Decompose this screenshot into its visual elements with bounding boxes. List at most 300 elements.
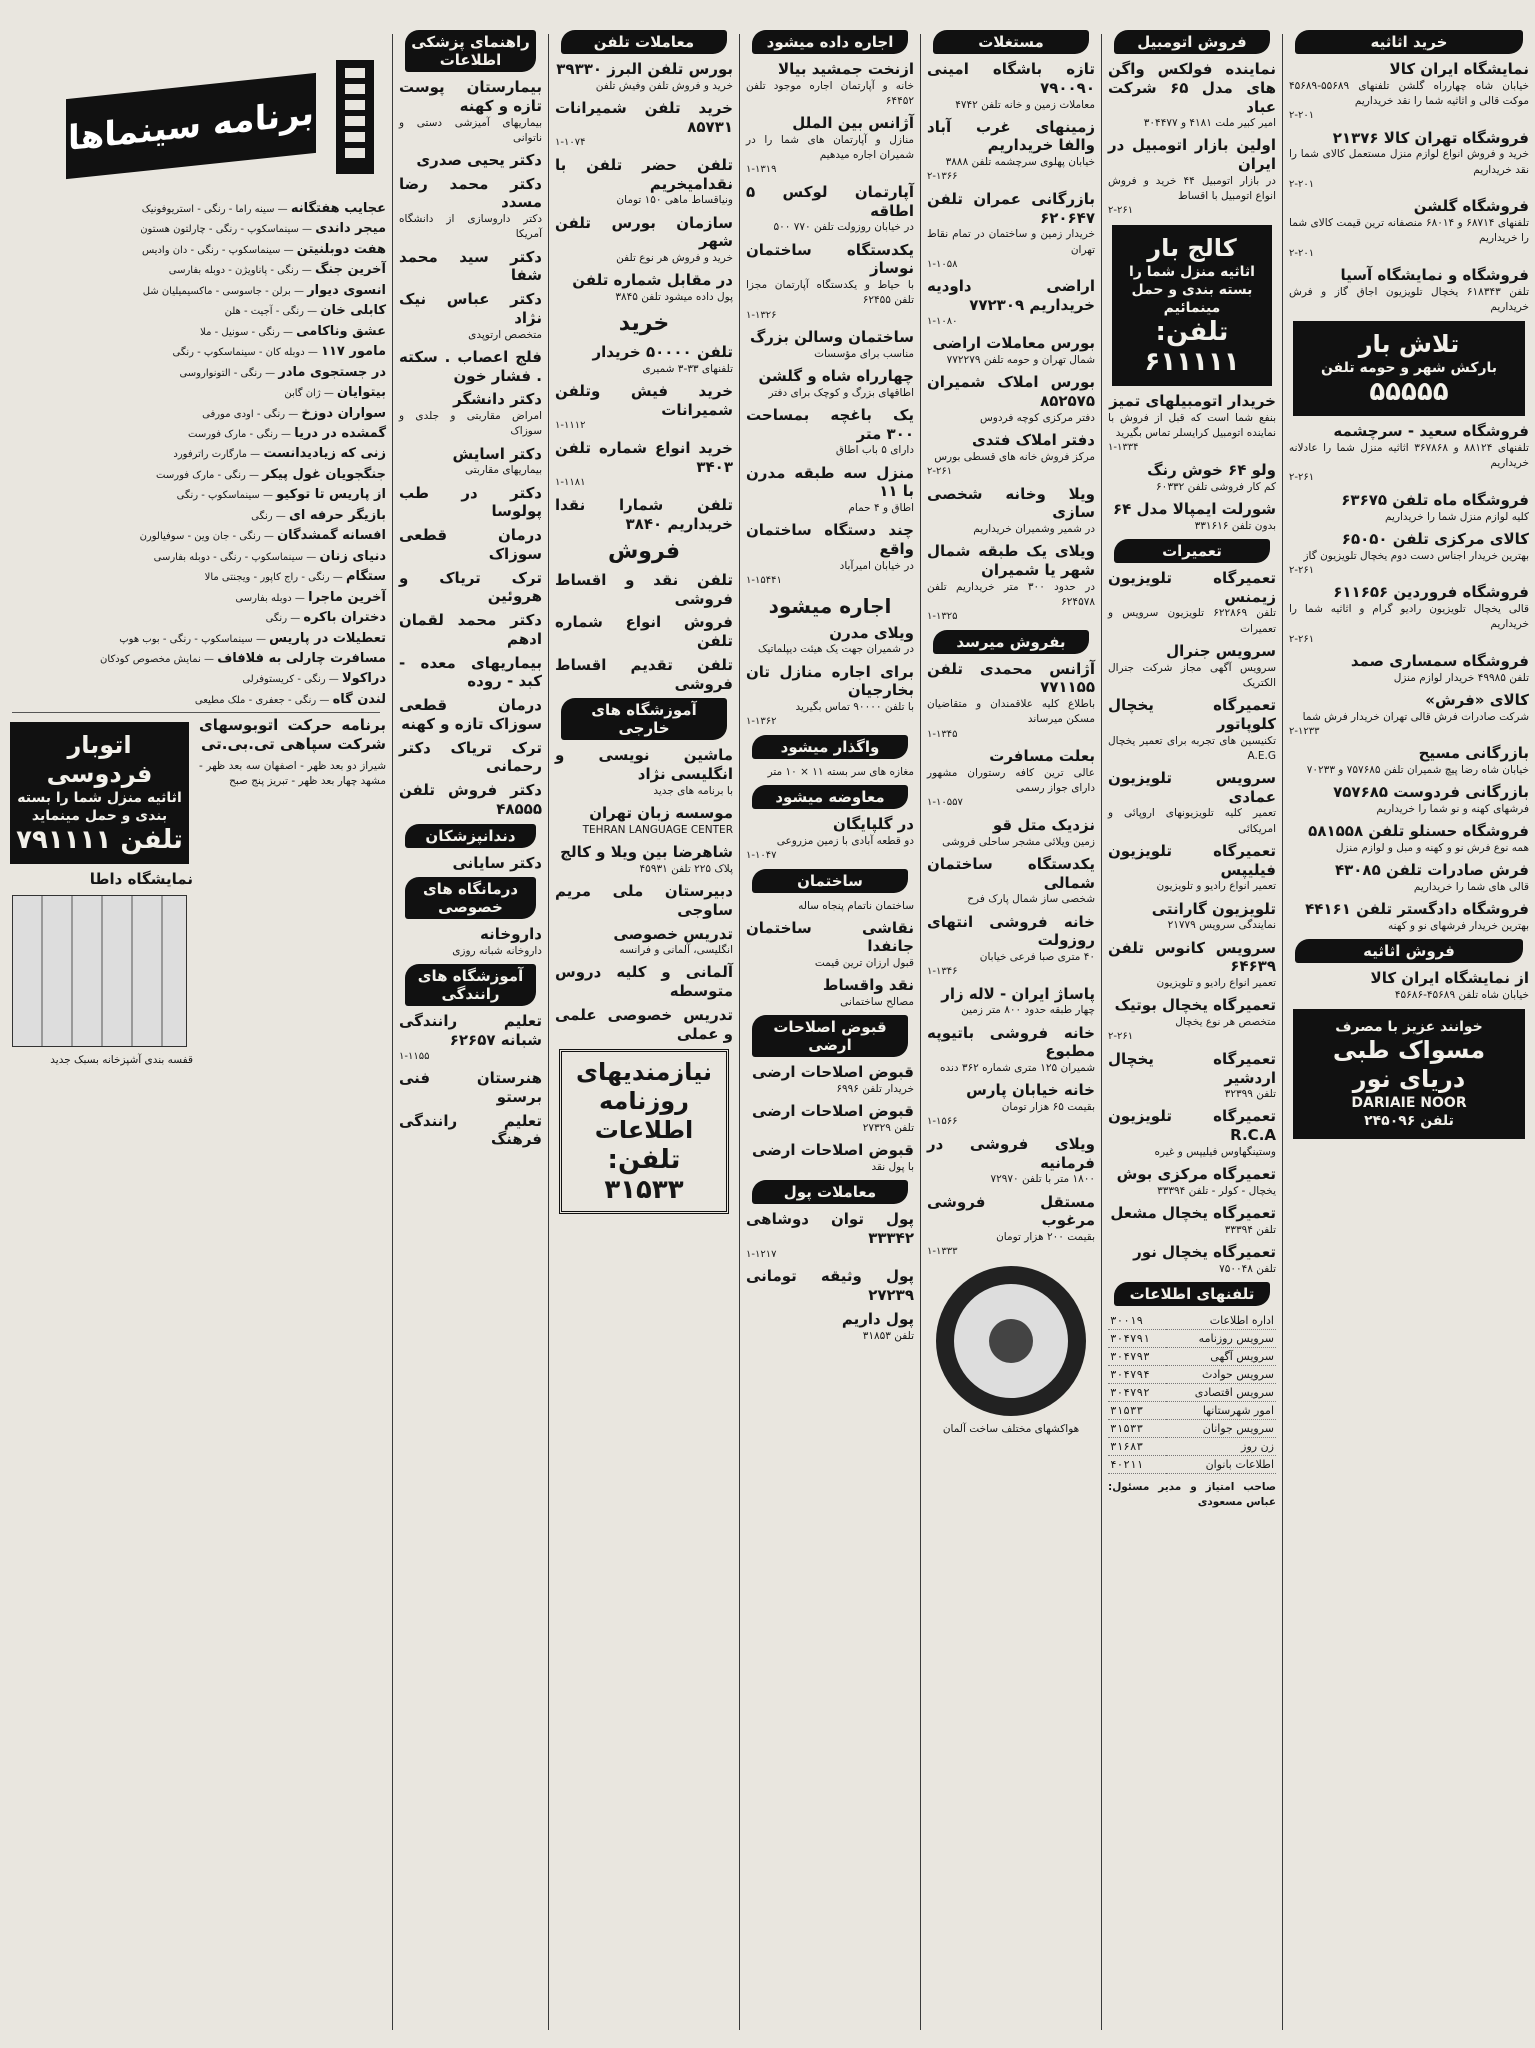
ad-heading: فرش صادرات تلفن ۴۳۰۸۵: [1334, 861, 1529, 880]
film-title: دنیای زنان: [319, 548, 386, 564]
column-4: [740, 28, 920, 2034]
ad-heading: ویلای فروشی در فرمانیه: [927, 1134, 1095, 1172]
cinema-entry: [6, 261, 386, 279]
ad-heading: از نمایشگاه ایران کالا: [1370, 969, 1529, 988]
classified-ad: [1289, 530, 1529, 578]
section-header: واگذار میشود: [752, 735, 908, 759]
ad-heading: تعمیرگاه یخچال مشعل: [1110, 1204, 1276, 1223]
classified-ad: [399, 151, 542, 170]
ad-body: زمین ویلائی مشجر ساحلی فروشی: [942, 835, 1095, 848]
film-details: — دوبله کان - سینماسکوپ - رنگی: [172, 347, 322, 359]
ad-box-ferdowsi-bar: [10, 722, 189, 864]
classified-ad: [927, 277, 1095, 329]
ad-body: خیابان پهلوی سرچشمه تلفن ۳۸۸۸: [945, 156, 1095, 169]
ad-heading: ماشین نویسی و انگلیسی نژاد: [555, 746, 733, 784]
section-heading: [555, 310, 733, 338]
cinema-entry: [6, 630, 386, 648]
classified-ad: [927, 660, 1095, 742]
info-phone-label: سرویس حوادث: [1166, 1366, 1276, 1384]
ad-heading: ازنخت جمشید بیالا: [777, 60, 914, 78]
ad-body: قبول ارزان ترین قیمت: [814, 957, 914, 970]
ad-heading: دکتر محمد لقمان ادهم: [399, 611, 542, 648]
film-details: — ژان گابن: [284, 388, 338, 400]
classified-ad: [746, 241, 914, 323]
classified-ad: [927, 1135, 1095, 1188]
cinema-entry: [6, 650, 386, 668]
ad-body: تلفنهای ۳۳-۳ شمیری: [642, 362, 733, 375]
section-header: معاوضه میشود: [752, 785, 908, 809]
film-details: — سینماسکوپ - رنگی - چارلتون هستون: [140, 224, 316, 236]
info-phone-label: سرویس اقتصادی: [1166, 1384, 1276, 1402]
classified-ad: [1108, 1107, 1276, 1160]
section-header: معاملات تلفن: [561, 30, 727, 54]
ad-heading: خرید فیش وتلفن شمیرانات: [555, 381, 733, 419]
ad-body: شخصی ساز شمال پارک فرح: [967, 893, 1095, 906]
ad-heading: خانه فروشی باتیوپه مطبوع: [927, 1023, 1095, 1061]
info-phone-label: امور شهرستانها: [1166, 1402, 1276, 1420]
ad-body: متخصص هر نوع یخچال: [1175, 1016, 1276, 1029]
ad-box-phone: تلفن ۷۹۱۱۱۱: [16, 825, 183, 856]
ad-heading: نقد واقساط: [822, 976, 914, 995]
ad-body: سرویس آگهی مجاز شرکت جنرال الکتریک: [1108, 661, 1276, 689]
ad-body: شمال تهران و حومه تلفن ۷۷۲۲۷۹: [946, 354, 1095, 367]
ad-box-phone: تلفن ۲۴۵۰۹۶: [1364, 1113, 1454, 1130]
bus-title-text: برنامه حرکت اتوبوسهای شرکت سپاهی تی.بی.تی: [199, 716, 386, 754]
film-title: عجایب هفتگانه: [290, 201, 386, 216]
ad-code: ۱-۱۱۸۱: [555, 477, 586, 489]
ad-box-title: مسواک طبی دریای نور: [1332, 1036, 1486, 1094]
ad-body: تلفن ۳۳۳۹۴: [1224, 1223, 1276, 1236]
classified-ad: [746, 976, 914, 1010]
column-divider: [392, 34, 393, 2030]
ad-body: خرید و فروش تلفن وفیش تلفن: [595, 79, 733, 92]
ad-body: در بازار اتومبیل ۴۴ خرید و فروش انواع اتومبیل با اقساط: [1108, 174, 1276, 203]
ad-heading: پاساژ ایران - لاله زار: [941, 984, 1095, 1003]
ad-code: ۲-۲۶۱: [1289, 564, 1315, 576]
section-header: اجاره داده میشود: [752, 30, 908, 54]
classified-ad: [399, 611, 542, 649]
ad-heading: قبوض اصلاحات ارضی: [752, 1063, 914, 1082]
ad-body: باطلاع کلیه علاقمندان و متقاضیان مسکن میرساند: [927, 698, 1095, 726]
cinema-entry: [6, 507, 386, 525]
ad-body: خریدار زمین و ساختمان در تمام نقاط تهران: [927, 228, 1095, 256]
ad-code: ۱-۱۳۶۲: [746, 716, 777, 728]
classified-ad: [555, 156, 733, 209]
ad-code: ۱-۱۰۸۰: [927, 315, 958, 327]
ad-code: ۱-۱۰۵۸: [927, 258, 958, 270]
ad-body: تلفن ۴۹۹۸۵ خریدار لوازم منزل: [1393, 671, 1529, 684]
ad-heading: تلفن نقد و اقساط فروشی: [555, 570, 733, 608]
ad-body: شرکت صادرات فرش قالی تهران خریدار فرش شما: [1302, 710, 1529, 723]
ad-heading: تدریس خصوصی: [613, 924, 733, 943]
ad-heading: بیماریهای معده - کبد - روده: [399, 653, 542, 691]
ad-heading: تعمیرگاه تلویزیون زیمنس: [1108, 568, 1276, 606]
film-title: افسانه گمشدگان: [277, 528, 386, 544]
classified-ad: [1108, 60, 1276, 131]
info-phone-number: ۳۰۴۷۹۳: [1108, 1348, 1166, 1366]
column-divider: [548, 34, 549, 2030]
ad-heading: تعمیرگاه مرکزی بوش: [1116, 1165, 1276, 1184]
ad-heading: سرویس جنرال: [1166, 641, 1276, 660]
ad-heading: تعلیم رانندگی فرهنگ: [399, 1111, 542, 1149]
ad-body: کم کار فروشی تلفن ۶۰۳۳۲: [1156, 480, 1276, 493]
ad-heading: دکتر عباس نیک نژاد: [399, 290, 542, 327]
ad-heading: اراضی داودیه خریداریم ۷۷۲۳۰۹: [927, 277, 1095, 315]
classified-ad: [927, 542, 1095, 624]
ad-body: خیابان شاه چهارراه گلشن تلفنهای ۵۵۶۸۹-۴۵۶۸۹ موکت قالی و اثاثیه شما را نقد خریداریم: [1289, 79, 1529, 107]
ad-heading: خرید انواع شماره تلفن ۳۴۰۳: [555, 438, 733, 476]
ad-heading: کالای «فرش»: [1425, 691, 1529, 710]
ad-heading: تدریس خصوصی علمی و عملی: [555, 1005, 733, 1043]
classified-ad: [555, 439, 733, 491]
film-title: بیتوایان: [337, 385, 386, 401]
section-header: ساختمان: [752, 869, 908, 893]
ad-code: ۱-۱۰۴۷: [746, 850, 777, 861]
ad-body: بدون تلفن ۳۳۱۶۱۶: [1194, 519, 1276, 532]
ad-body: در خیابان روزولت تلفن ۷۷۰ ۵۰۰: [773, 221, 914, 234]
footer-note: صاحب امتیاز و مدیر مسئول: عباس مسعودی: [1108, 1481, 1276, 1509]
ad-body: نمایندگی سرویس ۲۱۷۷۹: [1167, 919, 1276, 932]
ad-code: ۲-۱۲۳۳: [1289, 725, 1320, 737]
classified-ad: [1108, 569, 1276, 637]
ad-body: تکنیسین های تجربه برای تعمیر یخچال A.E.G: [1108, 734, 1276, 762]
cinema-entry: [6, 691, 386, 709]
ad-box-brand: DARIAIE NOOR: [1351, 1095, 1467, 1112]
classified-ad: [927, 913, 1095, 980]
cinema-entry: [6, 241, 386, 259]
film-details: — مارگارت راترفورد: [173, 449, 264, 461]
classified-ad: [399, 739, 542, 777]
film-title: جنگجویان غول پیکر: [262, 466, 386, 482]
ad-heading: دکتر محمد رضا مسدد: [399, 174, 542, 212]
ad-body: معاملات زمین و خانه تلفن ۴۷۴۲: [955, 98, 1095, 111]
ad-body: بیماریهای آمیزشی دستی و ناتوانی: [399, 116, 542, 144]
classified-ad: [399, 925, 542, 959]
film-details: — سینماسکوپ - رنگی - بوب هوپ: [119, 633, 270, 645]
classified-ad: [1108, 769, 1276, 837]
classified-ad: [746, 899, 914, 914]
ad-heading: سازمان بورس تلفن شهر: [555, 213, 733, 251]
classified-ad: [555, 746, 733, 799]
classified-ad: [1108, 842, 1276, 895]
heading-text: اجاره میشود: [768, 593, 892, 618]
ad-heading: منزل سه طبقه مدرن با ۱۱: [746, 463, 914, 501]
info-phone-number: ۴۰۲۱۱: [1108, 1456, 1166, 1474]
ad-body: عالی ترین کافه رستوران مشهور دارای جواز رسمی: [927, 766, 1095, 795]
cinema-entry: [6, 486, 386, 504]
ad-heading: چهارراه شاه و گلشن: [758, 367, 914, 385]
ad-box-college-bar: [1112, 225, 1272, 386]
ad-heading: در گلپایگان: [833, 815, 914, 834]
footer-note: هواکشهای مختلف ساخت آلمان: [942, 1422, 1080, 1435]
ad-box-subtitle: اثاثیه منزل شما را بسته بندی و حمل مینمائیم: [1129, 263, 1255, 317]
ad-body: تلفنهای ۸۸۱۲۴ و ۳۶۷۸۶۸ اثاثیه منزل شما را عادلانه خریداریم: [1289, 441, 1529, 470]
ad-body: مصالح ساختمانی: [840, 996, 914, 1009]
classified-ad: [555, 99, 733, 151]
section-header: راهنمای پزشکی اطلاعات: [405, 30, 536, 72]
film-details: — رنگی - مارک فورست: [188, 428, 295, 440]
ad-heading: ترک تریاک دکتر رحمانی: [399, 738, 542, 776]
column-divider: [920, 34, 921, 2030]
ad-heading: تلفن حضر تلفن با نقدامیخریم: [555, 155, 733, 193]
ad-heading: دکتر اسایش: [452, 444, 542, 463]
ad-box-toothbrush: [1293, 1009, 1525, 1139]
classified-ad: [399, 1012, 542, 1064]
info-phone-label: سرویس جوانان: [1166, 1420, 1276, 1438]
ad-body: بهترین خریدار اجناس دست دوم یخچال تلویزیون گاز: [1303, 549, 1529, 562]
ad-heading: بورس معاملات اراضی: [932, 334, 1095, 353]
info-phone-number: ۳۱۵۳۳: [1108, 1402, 1166, 1420]
classified-ad: [927, 1193, 1095, 1260]
ad-heading: شاهرضا بین ویلا و کالج: [560, 843, 733, 862]
classified-ad: [1289, 583, 1529, 647]
section-header: فروش اتومبیل: [1114, 30, 1270, 54]
ad-heading: خانه خیابان پارس: [966, 1081, 1095, 1100]
classified-ad: [746, 406, 914, 459]
ad-heading: تعمیرگاه یخچال بوتیک: [1114, 996, 1276, 1015]
ad-body: در خیابان امیرآباد: [839, 559, 914, 572]
info-phone-row: [1108, 1420, 1276, 1438]
ad-heading: ساختمان وسالن بزرگ: [749, 328, 914, 347]
film-details: — رنگی: [251, 510, 289, 522]
classified-ad: [555, 963, 733, 1001]
ad-body: خریدار تلفن ۶۹۹۶: [836, 1083, 914, 1096]
ad-heading: اولین بازار اتومبیل در ایران: [1108, 136, 1276, 174]
classified-ad: [927, 373, 1095, 426]
ad-body: فرشهای کهنه و نو شما را خریداریم: [1376, 803, 1529, 816]
classified-ad: [1108, 642, 1276, 691]
ad-code: ۲-۲۶۱: [1108, 1031, 1134, 1043]
classified-ad: [399, 484, 542, 522]
ad-heading: تلفن ۵۰۰۰۰ خریدار: [592, 342, 733, 361]
film-details: — رنگی - پاناویژن - دوبله بفارسی: [168, 265, 315, 277]
ad-heading: چند دستگاه ساختمان واقع: [746, 521, 914, 559]
kitchen-title-text: نمایشگاه داطا: [89, 870, 193, 889]
info-phone-row: [1108, 1330, 1276, 1348]
heading-text: فروش: [607, 539, 681, 565]
ad-heading: فروشگاه و نمایشگاه آسیا: [1340, 266, 1529, 285]
ad-heading: تلفن تقدیم اقساط فروشی: [555, 655, 733, 693]
column-6: [393, 28, 548, 2034]
column-divider: [1101, 34, 1102, 2030]
ad-heading: نمایشگاه ایران کالا: [1389, 60, 1529, 78]
classified-ad: [746, 464, 914, 517]
classified-ad: [927, 431, 1095, 479]
classified-ad: [399, 1069, 542, 1107]
divider: [12, 712, 380, 713]
cinema-entry: [6, 589, 386, 607]
ad-heading: بورس املاک شمیران ۸۵۲۵۷۵: [927, 373, 1095, 411]
ad-heading: سرویس تلویزیون عمادی: [1108, 768, 1276, 806]
section-header: تعمیرات: [1114, 539, 1270, 563]
ad-heading: فروشگاه تهران کالا ۲۱۳۷۶: [1332, 128, 1529, 147]
ad-heading: یک باغچه بمساحت ۳۰۰ متر: [746, 405, 914, 443]
ad-body: تلفن ۲۷۳۲۹: [862, 1122, 914, 1135]
ad-body: اطاقهای بزرگ و کوچک برای دفتر: [768, 386, 914, 399]
ad-body: خانه و آپارتمان اجاره موجود تلفن ۶۴۴۵۲: [746, 79, 914, 107]
classified-ad: [555, 343, 733, 377]
classified-ad: [927, 334, 1095, 368]
ad-code: ۱-۱۳۲۵: [927, 611, 958, 623]
ad-heading: فروشگاه دادگستر تلفن ۴۴۱۶۱: [1305, 900, 1529, 919]
ad-body: متخصص ارتوپدی: [468, 328, 542, 341]
ad-heading: بورس تلفن البرز ۳۹۳۳۰: [556, 60, 733, 78]
classified-ad: [555, 656, 733, 694]
info-phone-number: ۳۰۴۷۹۲: [1108, 1384, 1166, 1402]
info-phone-number: ۳۰۴۷۹۴: [1108, 1366, 1166, 1384]
ad-body: همه نوع فرش نو و کهنه و مبل و لوازم منزل: [1335, 842, 1529, 855]
ad-body: در شمیر وشمیران خریداریم: [973, 523, 1095, 536]
ad-body: کلیه لوازم منزل شما را خریداریم: [1385, 510, 1529, 523]
ad-body: در حدود ۳۰۰ متر خریداریم تلفن ۶۲۴۵۷۸: [927, 580, 1096, 608]
film-title: انسوی دیوار: [307, 282, 386, 298]
ad-heading: تازه باشگاه امینی ۷۹۰۰۹۰: [927, 60, 1095, 97]
film-title: از پاریس تا توکیو: [276, 487, 386, 503]
ad-heading: بازرگانی عمران تلفن ۶۲۰۶۴۷: [927, 189, 1095, 227]
section-header: آموزشگاه های خارجی: [561, 698, 727, 740]
ad-heading: خریدار اتومبیلهای تمیز: [1109, 392, 1276, 411]
cinema-entry: [6, 200, 386, 218]
ad-body: ونیاقساط ماهی ۱۵۰ تومان: [616, 194, 733, 207]
ad-box-phone: ۵۵۵۵۵: [1369, 377, 1449, 408]
section-header: آموزشگاه های رانندگی: [405, 964, 536, 1006]
ad-heading: فروشگاه ماه تلفن ۶۳۶۷۵: [1341, 490, 1529, 509]
film-details: — رنگی - کریستوفرلی: [242, 674, 342, 686]
kitchen-cabinet-image: [12, 895, 187, 1047]
classified-ad: [1289, 691, 1529, 739]
ad-body: با پول نقد: [871, 1161, 914, 1174]
classified-ad: [555, 613, 733, 651]
steering-wheel-image: [936, 1266, 1086, 1416]
ad-heading: داروخانه: [480, 925, 542, 944]
ad-code: ۲-۲۶۱: [1108, 205, 1134, 217]
classified-ad: [1289, 422, 1529, 486]
ad-heading: ولو ۶۴ خوش رنگ: [1147, 460, 1276, 479]
film-details: — رنگی: [265, 613, 304, 625]
ad-heading: دکتر سید محمد شفا: [399, 247, 542, 285]
classified-ad: [927, 118, 1095, 185]
ad-body: تعمیر انواع رادیو و تلویزیون: [1156, 880, 1276, 893]
column-2: [1102, 28, 1282, 2034]
ad-body: بیماریهای مقاربتی: [465, 464, 542, 477]
ad-box-title: تلاش بار: [1358, 330, 1460, 359]
column-5: [549, 28, 739, 2034]
ad-code: ۱-۱۳۱۹: [746, 164, 777, 176]
classified-ad: [746, 183, 914, 236]
bus-text: شیراز دو بعد ظهر - اصفهان سه بعد ظهر - مشهد چهار بعد ظهر - تبریز پنج صبح: [199, 759, 386, 788]
cinema-title: برنامه سینماها: [66, 73, 316, 179]
ad-body: اطاق و ۴ حمام: [848, 502, 914, 515]
ad-box-phone: تلفن: ۶۱۱۱۱۱: [1144, 317, 1240, 378]
classified-ad: [555, 925, 733, 959]
ad-heading: فروشگاه سمساری صمد: [1350, 652, 1529, 671]
classified-ad: [1108, 939, 1276, 992]
classified-ad: [399, 78, 542, 146]
ad-heading: فروشگاه فروردین ۶۱۱۶۵۶: [1333, 583, 1529, 602]
classified-ad: [1289, 652, 1529, 686]
classified-ad: [927, 190, 1095, 272]
ad-code: ۱-۱۳۲۶: [746, 309, 777, 321]
ad-heading: درمان قطعی سوزاک تازه و کهنه: [399, 696, 542, 733]
info-phone-row: [1108, 1456, 1276, 1474]
ad-body: در شمیران جهت یک هیئت دیپلماتیک: [757, 643, 914, 656]
film-details: — سینماسکوپ - رنگی: [176, 490, 277, 502]
film-title: زنی که زیادیدانست: [263, 446, 386, 462]
ad-heading: فروشگاه حسنلو تلفن ۵۸۱۵۵۸: [1308, 822, 1529, 841]
film-details: — رنگی - آجیت - هلن: [224, 306, 321, 318]
ad-body: تلفن ۶۲۲۸۶۹ تلویزیون سرویس و تعمیرات: [1108, 607, 1276, 635]
ad-heading: ویلای یک طبقه شمال شهر یا شمیران: [927, 542, 1095, 579]
ad-body: منازل و آپارتمان های شما را در شمیران اجاره میدهیم: [746, 133, 914, 162]
ad-heading: در مقابل شماره تلفن: [572, 271, 733, 290]
classified-ad: [927, 816, 1095, 850]
cinema-banner: [6, 20, 386, 200]
classified-ad: [555, 60, 733, 94]
classified-ad: [1289, 129, 1529, 193]
kitchen-title: [6, 870, 193, 889]
ad-heading: ترک تریاک و هروئین: [399, 568, 542, 606]
classified-ad: [555, 271, 733, 305]
film-title: لندن گاه: [332, 691, 386, 707]
ad-heading: قبوض اصلاحات ارضی: [752, 1141, 914, 1160]
film-title: هفت دوبلنیتن: [296, 241, 386, 257]
section-header: مستغلات: [933, 30, 1089, 54]
info-phone-number: ۳۱۵۳۳: [1108, 1420, 1166, 1438]
ad-body: تعمیر کلیه تلویزیونهای اروپائی و امریکائی: [1108, 807, 1276, 835]
info-phones-table: [1108, 1312, 1276, 1474]
ad-heading: مستقل فروشی مرغوب: [927, 1192, 1095, 1230]
film-details: — رنگی - مارک فورست: [156, 469, 263, 481]
film-details: — رنگی - سونیل - ملا: [200, 326, 297, 338]
section-header: خرید اثاثیه: [1295, 30, 1523, 54]
classified-ad: [927, 485, 1095, 538]
ad-body: خیابان شاه تلفن ۴۵۶۸۹-۴۵۶۸۶: [1394, 989, 1529, 1002]
ad-box-text: خوانند عزیز با مصرف: [1335, 1019, 1483, 1036]
ad-heading: دکتر دانشگر: [453, 390, 542, 409]
classified-ad: [1108, 136, 1276, 218]
ad-code: ۱-۱۵۶۶: [927, 1116, 958, 1128]
heading-text: خرید: [618, 311, 670, 337]
classified-ad: [399, 175, 542, 243]
bus-title: [199, 716, 386, 754]
classified-ad: [1108, 696, 1276, 764]
classified-ad: [746, 919, 914, 972]
ad-heading: پول توان دوشاهی ۳۳۳۴۲: [746, 1210, 914, 1248]
ad-heading: تعمیرگاه یخچال اردشیر: [1108, 1049, 1276, 1087]
ad-body: دفتر مرکزی کوچه فردوس: [979, 411, 1095, 424]
ad-heading: نزدیک متل قو: [992, 815, 1095, 834]
column-divider: [739, 34, 740, 2030]
ad-heading: آژانس بین الملل: [792, 114, 914, 133]
ad-heading: بازرگانی مسیح: [1418, 744, 1529, 763]
cinema-entry: [6, 302, 386, 320]
column-3: [921, 28, 1101, 2034]
classified-ad: [927, 60, 1095, 113]
ad-heading: نماینده فولکس واگن های مدل ۶۵ شرکت عباد: [1108, 60, 1276, 116]
ad-heading: بعلت مسافرت: [989, 747, 1095, 766]
classified-ad: [399, 445, 542, 479]
info-phone-number: ۳۱۶۸۳: [1108, 1438, 1166, 1456]
classified-ad: [1289, 744, 1529, 778]
ad-code: ۱-۱۱۵۵: [399, 1050, 430, 1062]
ad-heading: موسسه زبان تهران: [589, 804, 733, 823]
ad-body: بنفع شما است که قبل از فروش با نماینده اتومبیل کرایسلر تماس بگیرید: [1108, 412, 1276, 440]
info-phone-row: [1108, 1366, 1276, 1384]
ad-heading: یکدستگاه ساختمان نوساز: [746, 240, 914, 278]
ad-box-title: نیازمندیهای: [575, 1058, 713, 1087]
ad-code: ۱-۱۵۴۴۱: [746, 575, 782, 587]
ad-heading: فروشگاه گلشن: [1413, 197, 1529, 216]
